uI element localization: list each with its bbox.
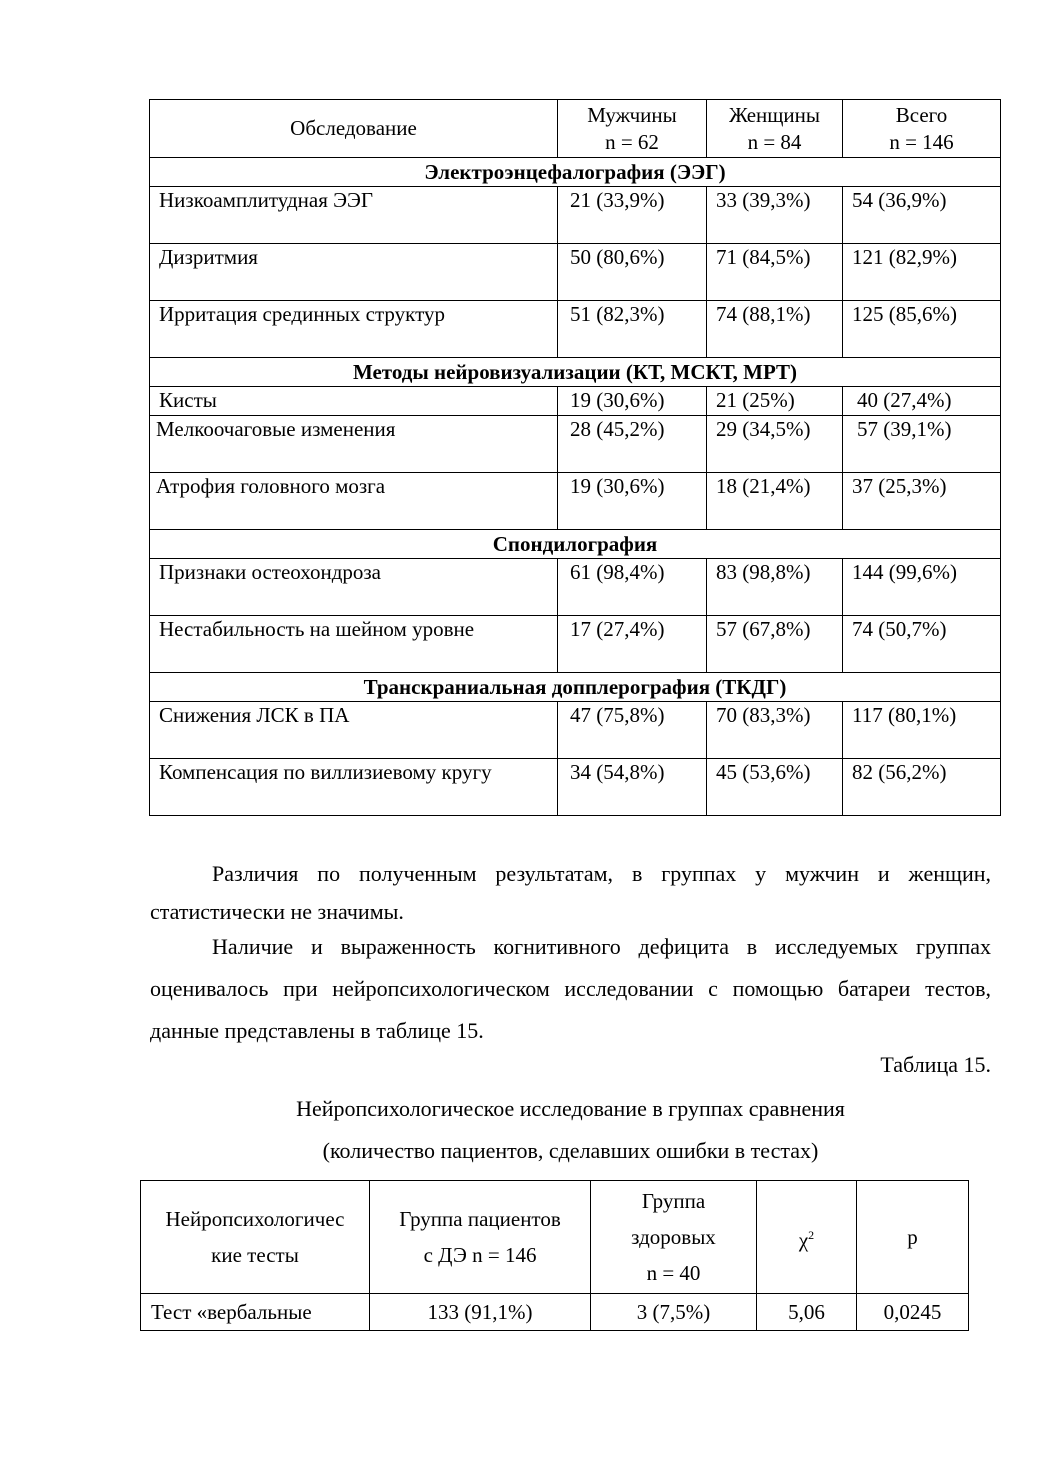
- cell-women: 33 (39,3%): [707, 187, 843, 244]
- header-exam: Обследование: [150, 100, 558, 158]
- row-label: Признаки остеохондроза: [150, 559, 558, 616]
- cell-total: 74 (50,7%): [843, 616, 1001, 673]
- header-women: [707, 100, 843, 158]
- cell-women: 57 (67,8%): [707, 616, 843, 673]
- table-row: [150, 759, 1001, 816]
- paragraph-cognitive: [150, 926, 991, 1052]
- header-total-n: n = 146: [889, 129, 954, 154]
- row-label: Мелкоочаговые изменения: [150, 416, 558, 473]
- row-label: Ирритация срединных структур: [150, 301, 558, 358]
- cell-total: 37 (25,3%): [843, 473, 1001, 530]
- table-row: [150, 387, 1001, 416]
- cell-total: 54 (36,9%): [843, 187, 1001, 244]
- cell-patients: 133 (91,1%): [370, 1294, 591, 1331]
- header-patients: [370, 1181, 591, 1294]
- paragraph-differences-text: Различия по полученным результатам, в группах у мужчин и женщин, статистически не значимы.: [150, 861, 991, 924]
- header-chi-symbol: χ: [798, 1227, 809, 1252]
- cell-men: 50 (80,6%): [558, 244, 707, 301]
- table-caption-line-2: (количество пациентов, сделавших ошибки в тестах): [322, 1138, 819, 1163]
- header-chi-square: [757, 1181, 857, 1294]
- cell-total: 121 (82,9%): [843, 244, 1001, 301]
- table-number: Таблица 15.: [880, 1052, 991, 1077]
- row-label: Снижения ЛСК в ПА: [150, 702, 558, 759]
- header-tests-line-1: Нейропсихологичес: [165, 1207, 345, 1231]
- cell-total: 40 (27,4%): [843, 387, 1001, 416]
- header-tests-line-2: кие тесты: [211, 1243, 299, 1267]
- header-patients-line-2: с ДЭ n = 146: [423, 1243, 537, 1267]
- cell-women: 70 (83,3%): [707, 702, 843, 759]
- cell-women: 83 (98,8%): [707, 559, 843, 616]
- section-row: [150, 673, 1001, 702]
- section-row: [150, 158, 1001, 187]
- table-header-row: [141, 1181, 969, 1294]
- cell-total: 144 (99,6%): [843, 559, 1001, 616]
- row-label: Атрофия головного мозга: [150, 473, 558, 530]
- table-row: [150, 473, 1001, 530]
- cell-men: 19 (30,6%): [558, 387, 707, 416]
- cell-women: 18 (21,4%): [707, 473, 843, 530]
- paragraph-cognitive-text: Наличие и выраженность когнитивного дефицита в исследуемых группах оценивалось при нейропсихологическом исследовании с помощью батареи тестов, данные представлены в таблице 15.: [150, 934, 991, 1043]
- table-row: [150, 616, 1001, 673]
- table-row: [150, 416, 1001, 473]
- cell-women: 29 (34,5%): [707, 416, 843, 473]
- row-label: Компенсация по виллизиевому кругу: [150, 759, 558, 816]
- paragraph-differences: [150, 855, 991, 931]
- cell-men: 47 (75,8%): [558, 702, 707, 759]
- header-men: [558, 100, 707, 158]
- table-row: [150, 187, 1001, 244]
- header-p: p: [857, 1181, 969, 1294]
- cell-men: 51 (82,3%): [558, 301, 707, 358]
- section-title-doppler: Транскраниальная допплерография (ТКДГ): [150, 673, 1001, 702]
- table-row: [150, 559, 1001, 616]
- header-chi-superscript: 2: [808, 1227, 815, 1242]
- header-women-label: Женщины: [728, 103, 821, 128]
- header-total-label: Всего: [895, 103, 948, 128]
- cell-women: 74 (88,1%): [707, 301, 843, 358]
- examination-results-table: [149, 99, 1001, 816]
- cell-total: 117 (80,1%): [843, 702, 1001, 759]
- cell-women: 71 (84,5%): [707, 244, 843, 301]
- section-title-neuroimaging: Методы нейровизуализации (КТ, МСКТ, МРТ): [150, 358, 1001, 387]
- cell-total: 82 (56,2%): [843, 759, 1001, 816]
- cell-men: 28 (45,2%): [558, 416, 707, 473]
- table-header-row: [150, 100, 1001, 158]
- cell-test: Тест «вербальные: [141, 1294, 370, 1331]
- section-title-eeg: Электроэнцефалография (ЭЭГ): [150, 158, 1001, 187]
- cell-men: 19 (30,6%): [558, 473, 707, 530]
- row-label: Низкоамплитудная ЭЭГ: [150, 187, 558, 244]
- table-row: [150, 301, 1001, 358]
- header-men-label: Мужчины: [587, 103, 677, 128]
- header-healthy: [591, 1181, 757, 1294]
- row-label: Нестабильность на шейном уровне: [150, 616, 558, 673]
- row-label: Кисты: [150, 387, 558, 416]
- table-caption-line-1: Нейропсихологическое исследование в группах сравнения: [296, 1096, 845, 1121]
- section-row: [150, 358, 1001, 387]
- section-title-spondylography: Спондилография: [150, 530, 1001, 559]
- cell-total: 57 (39,1%): [843, 416, 1001, 473]
- cell-healthy: 3 (7,5%): [591, 1294, 757, 1331]
- neuropsych-tests-table: [140, 1180, 969, 1331]
- cell-men: 17 (27,4%): [558, 616, 707, 673]
- table-row: [150, 702, 1001, 759]
- header-women-n: n = 84: [747, 129, 802, 154]
- header-men-n: n = 62: [605, 129, 659, 154]
- cell-p: 0,0245: [857, 1294, 969, 1331]
- cell-men: 21 (33,9%): [558, 187, 707, 244]
- cell-women: 45 (53,6%): [707, 759, 843, 816]
- section-row: [150, 530, 1001, 559]
- header-healthy-line-2: здоровых: [631, 1225, 716, 1249]
- cell-men: 61 (98,4%): [558, 559, 707, 616]
- table-row: [150, 244, 1001, 301]
- header-tests: [141, 1181, 370, 1294]
- cell-men: 34 (54,8%): [558, 759, 707, 816]
- cell-chi: 5,06: [757, 1294, 857, 1331]
- header-patients-line-1: Группа пациентов: [399, 1207, 561, 1231]
- header-healthy-line-1: Группа: [641, 1189, 706, 1213]
- cell-total: 125 (85,6%): [843, 301, 1001, 358]
- header-healthy-line-3: n = 40: [646, 1261, 701, 1285]
- row-label: Дизритмия: [150, 244, 558, 301]
- table-row: [141, 1294, 969, 1331]
- cell-women: 21 (25%): [707, 387, 843, 416]
- header-total: [843, 100, 1001, 158]
